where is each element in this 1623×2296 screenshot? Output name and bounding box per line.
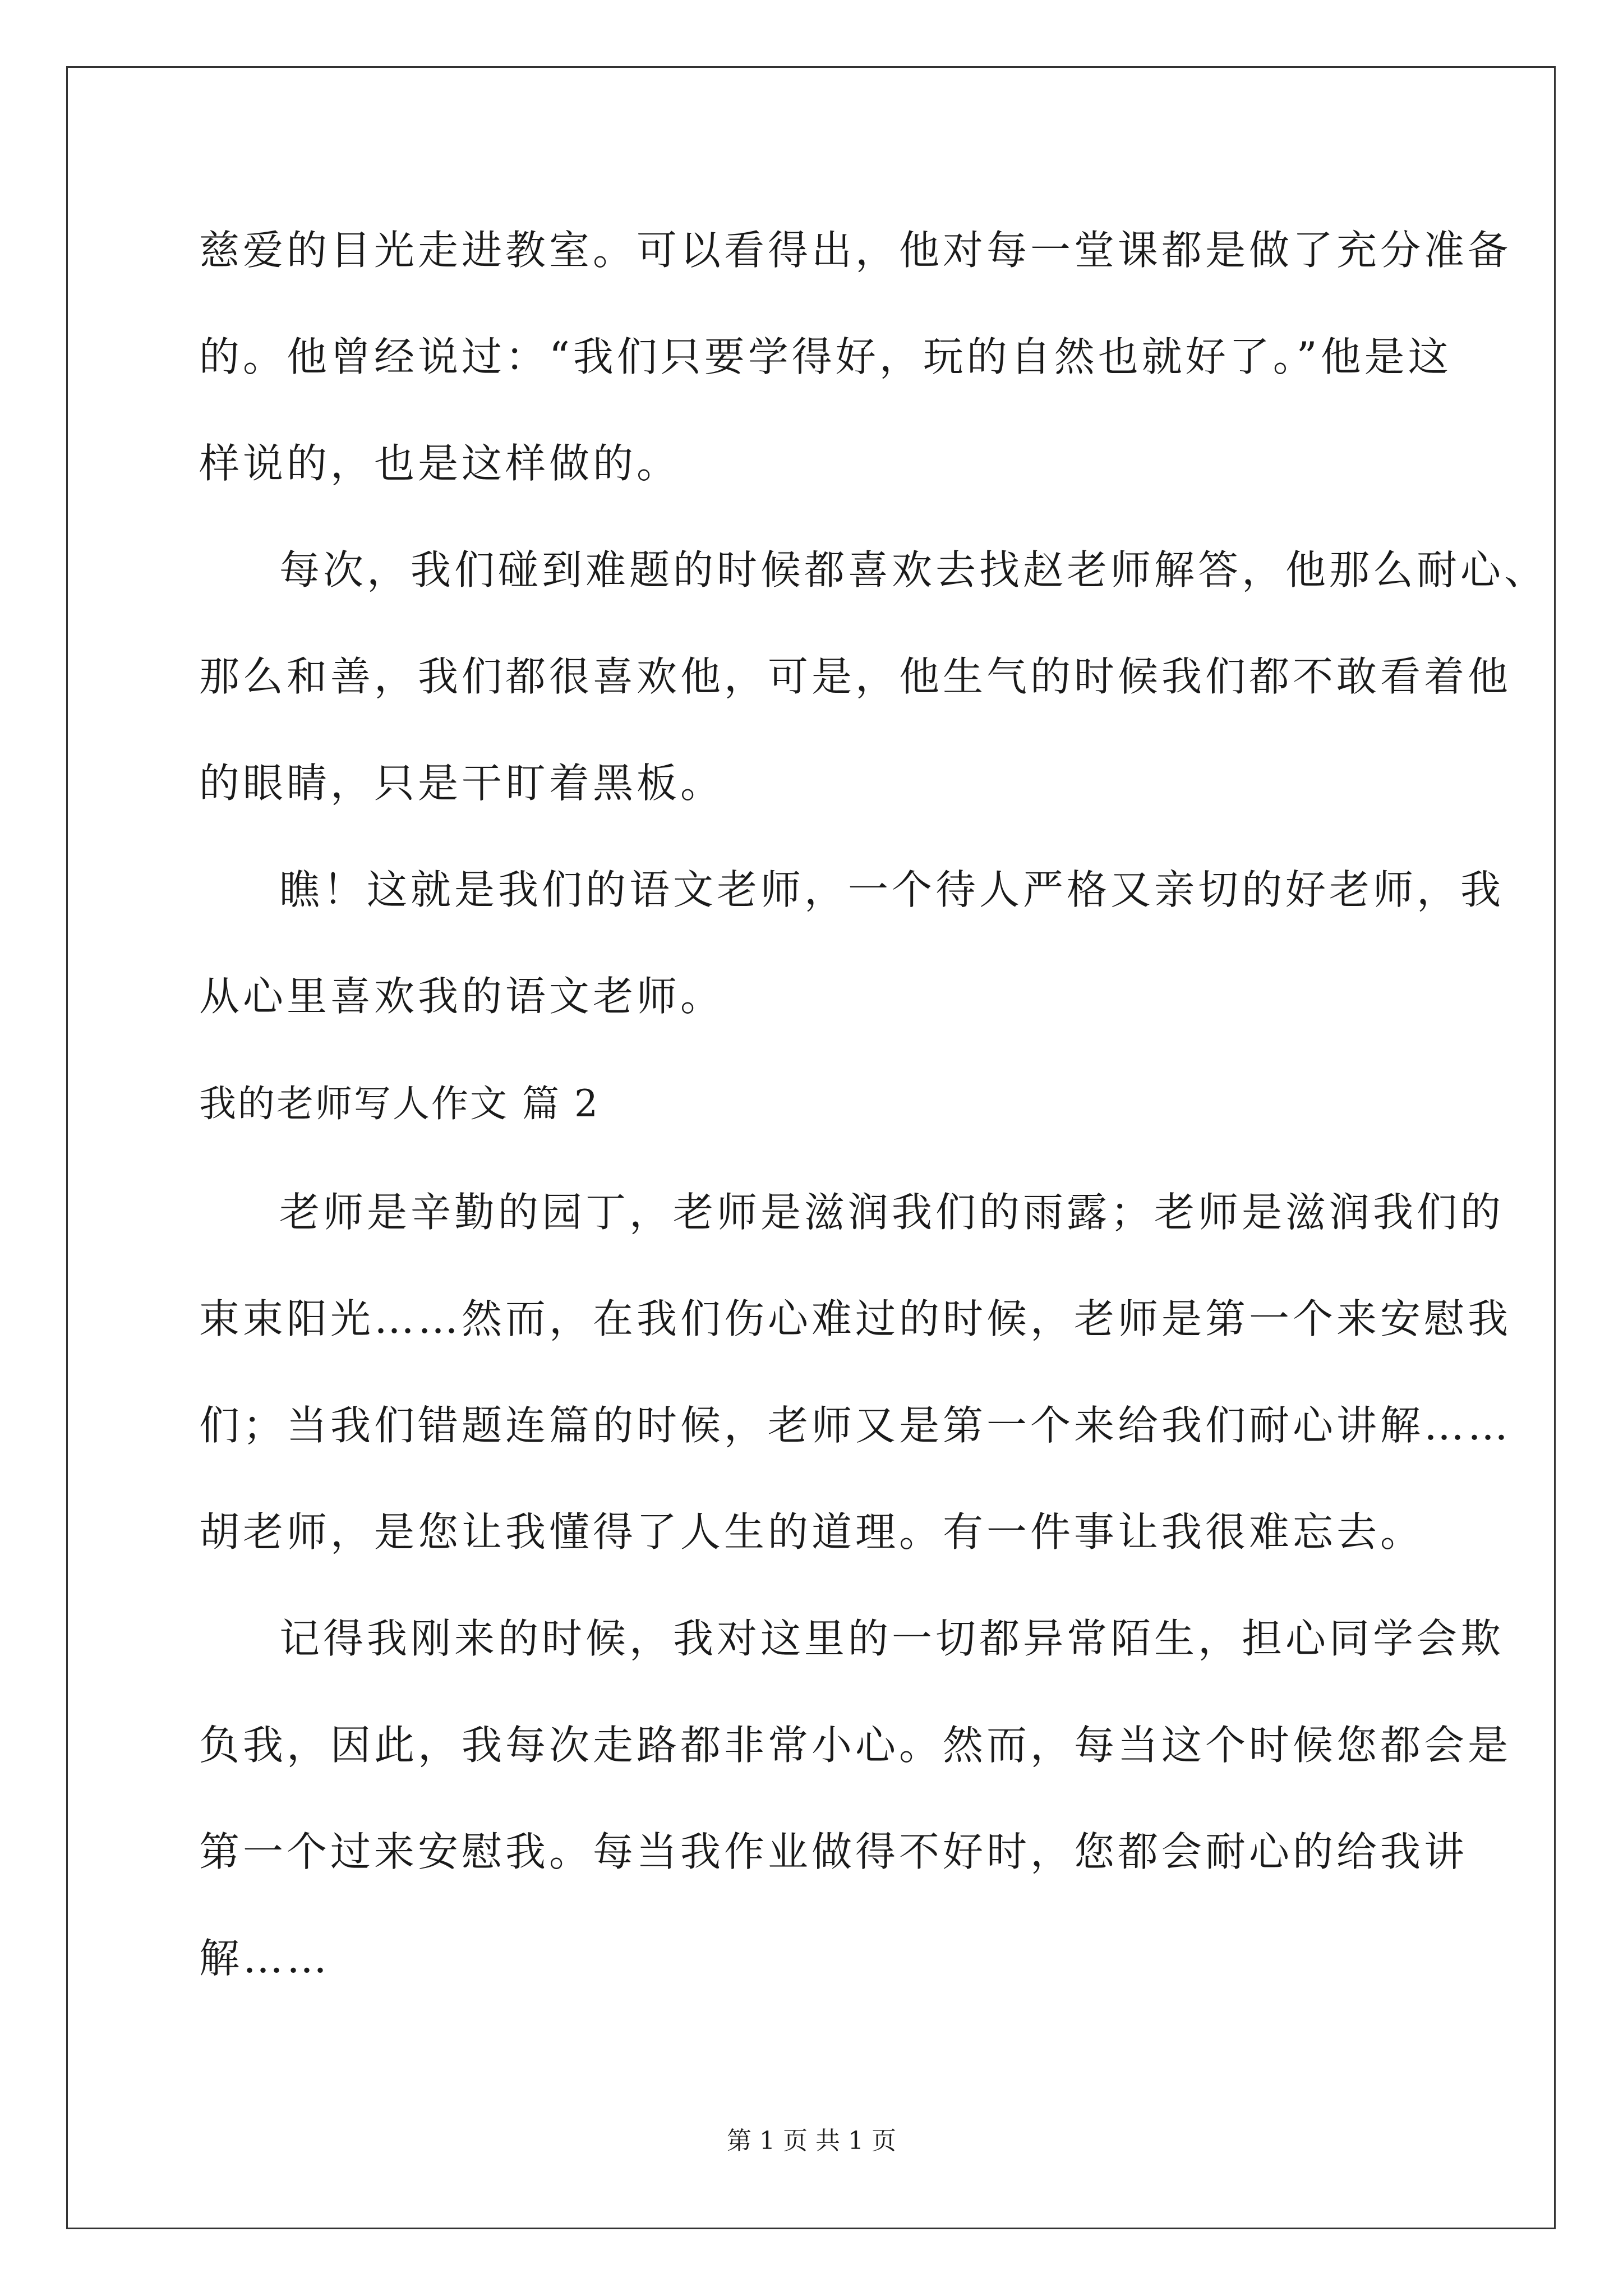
text-line: 的眼睛，只是干盯着黑板。 <box>199 760 725 807</box>
text-line: 从心里喜欢我的语文老师。 <box>199 973 725 1020</box>
paragraph-first-line: 记得我刚来的时候，我对这里的一切都异常陌生，担心同学会欺 <box>279 1615 1505 1662</box>
paragraph-first-line: 老师是辛勤的园丁，老师是滋润我们的雨露；老师是滋润我们的 <box>279 1189 1505 1236</box>
text-line: 们；当我们错题连篇的时候，老师又是第一个来给我们耐心讲解…… <box>199 1402 1512 1449</box>
text-line: 负我，因此，我每次走路都非常小心。然而，每当这个时候您都会是 <box>199 1722 1512 1769</box>
page-footer: 第 1 页 共 1 页 <box>727 2127 896 2155</box>
text-line: 样说的，也是这样做的。 <box>199 440 681 487</box>
text-line: 胡老师，是您让我懂得了人生的道理。有一件事让我很难忘去。 <box>199 1508 1424 1556</box>
text-line: 慈爱的目光走进教室。可以看得出，他对每一堂课都是做了充分准备 <box>199 227 1512 274</box>
text-line: 那么和善，我们都很喜欢他，可是，他生气的时候我们都不敢看着他 <box>199 653 1512 700</box>
text-line: 的。他曾经说过：“我们只要学得好，玩的自然也就好了。”他是这 <box>199 333 1452 380</box>
text-line: 解…… <box>199 1935 331 1982</box>
paragraph-first-line: 每次，我们碰到难题的时候都喜欢去找赵老师解答，他那么耐心、 <box>279 546 1548 593</box>
paragraph-first-line: 瞧！这就是我们的语文老师，一个待人严格又亲切的好老师，我 <box>279 866 1505 913</box>
section-heading: 我的老师写人作文 篇 2 <box>199 1082 600 1125</box>
text-line: 束束阳光……然而，在我们伤心难过的时候，老师是第一个来安慰我 <box>199 1295 1512 1342</box>
text-line: 第一个过来安慰我。每当我作业做得不好时，您都会耐心的给我讲 <box>199 1828 1468 1875</box>
page-border <box>66 66 1556 2229</box>
